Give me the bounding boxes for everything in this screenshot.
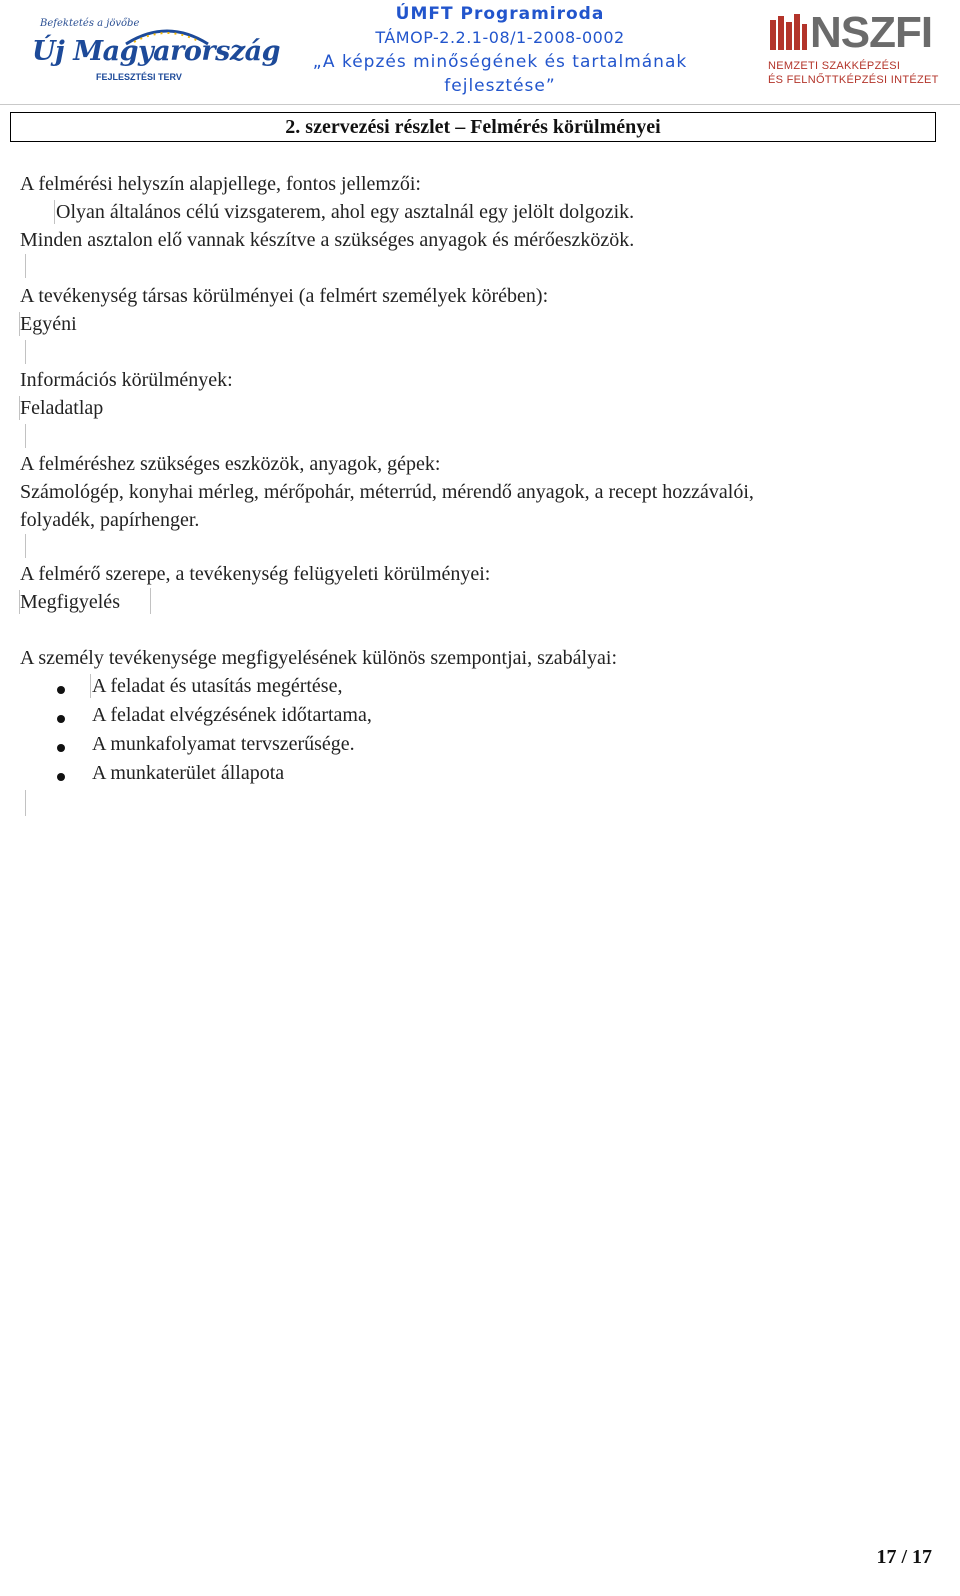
text-marker (25, 254, 26, 278)
tools-label: A felméréshez szükséges eszközök, anyagok, gépek: (20, 453, 441, 475)
bullet-icon (57, 686, 65, 694)
text-marker (25, 534, 26, 558)
role-value: Megfigyelés (20, 591, 120, 613)
header-divider (0, 104, 960, 105)
tools-value-1: Számológép, konyhai mérleg, mérőpohár, méterrúd, mérendő anyagok, a recept hozzávalói, (20, 481, 754, 503)
text-marker (25, 790, 26, 816)
venue-text-1: Olyan általános célú vizsgaterem, ahol egy asztalnál egy jelölt dolgozik. (56, 201, 635, 223)
text-marker (90, 674, 91, 698)
aspect-item: A feladat elvégzésének időtartama, (92, 704, 372, 726)
uj-magyarorszag-logo (32, 10, 281, 88)
bullet-icon (57, 715, 65, 723)
header-project-title-line1: „A képzés minőségének és tartalmának (312, 52, 688, 72)
venue-label: A felmérési helyszín alapjellege, fontos jellemzői: (20, 173, 421, 195)
nszfi-brand: NSZFI (810, 8, 933, 57)
header-project-code: TÁMOP-2.2.1-08/1-2008-0002 (375, 28, 625, 47)
section-title: 2. szervezési részlet – Felmérés körülményei (10, 112, 936, 142)
aspect-item: A munkaterület állapota (92, 762, 285, 784)
logo-subtitle: FEJLESZTÉSI TERV (96, 72, 182, 82)
text-marker (25, 340, 26, 364)
logo-tagline: Befektetés a jövőbe (40, 18, 140, 29)
page-header (0, 0, 960, 108)
social-label: A tevékenység társas körülményei (a felmért személyek körében): (20, 285, 549, 307)
nszfi-logo (768, 8, 939, 88)
page-number: 17 / 17 (876, 1546, 932, 1568)
tools-value-2: folyadék, papírhenger. (20, 509, 200, 531)
info-value: Feladatlap (20, 397, 104, 419)
role-label: A felmérő szerepe, a tevékenység felügyeleti körülményei: (20, 563, 491, 585)
text-marker (25, 424, 26, 448)
text-marker (150, 588, 151, 614)
social-value: Egyéni (20, 313, 77, 335)
header-office-name: ÚMFT Programiroda (395, 4, 605, 24)
logo-name: Új Magyarország (32, 36, 281, 67)
venue-text-2: Minden asztalon elő vannak készítve a szükséges anyagok és mérőeszközök. (20, 229, 635, 251)
header-project-title-line2: fejlesztése” (444, 76, 556, 96)
nszfi-institute-line1: NEMZETI SZAKKÉPZÉSI (768, 60, 901, 72)
nszfi-mark-icon (768, 12, 808, 52)
bullet-icon (57, 744, 65, 752)
aspects-label: A személy tevékenysége megfigyelésének különös szempontjai, szabályai: (20, 647, 618, 669)
nszfi-institute-line2: ÉS FELNŐTTKÉPZÉSI INTÉZET (768, 74, 939, 86)
text-marker (54, 200, 55, 224)
info-label: Információs körülmények: (20, 369, 233, 391)
aspect-item: A feladat és utasítás megértése, (92, 675, 343, 697)
aspect-item: A munkafolyamat tervszerűsége. (92, 733, 355, 755)
header-center-text (290, 2, 710, 98)
bullet-icon (57, 773, 65, 781)
